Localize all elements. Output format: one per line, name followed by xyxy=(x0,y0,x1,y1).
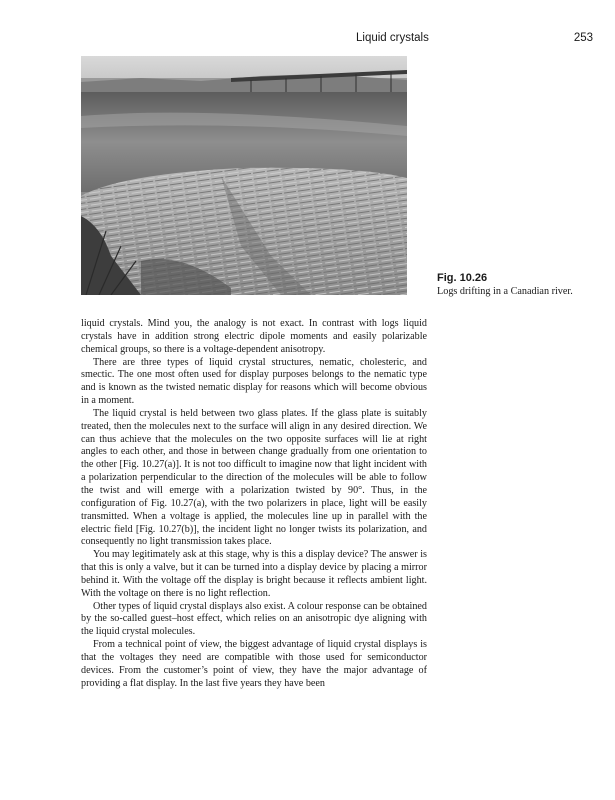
figure-caption-text: Logs drifting in a Canadian river. xyxy=(437,286,573,297)
paragraph: From a technical point of view, the biggest advantage of liquid crystal displays is that the voltages they need are compatible with those used for semiconductor devices. From the customer’s point of view, they have the major advantage of providing a flat display. In the last five years they have been xyxy=(81,639,427,689)
chapter-title: Liquid crystals xyxy=(356,32,429,44)
paragraph: Other types of liquid crystal displays also exist. A colour response can be obtained by the so-called guest–host effect, which relies on an anisotropic dye aligning with the liquid crystal molecules. xyxy=(81,600,427,638)
figure-label: Fig. 10.26 xyxy=(437,272,488,284)
page-number: 253 xyxy=(573,32,593,44)
paragraph: There are three types of liquid crystal structures, nematic, cholesteric, and smectic. The one most often used for display purposes belongs to the nematic type and is known as the twisted nematic display for reasons which will become obvious in a moment. xyxy=(81,356,427,407)
running-head xyxy=(0,32,615,48)
river-logs-photo xyxy=(81,56,407,295)
paragraph: The liquid crystal is held between two glass plates. If the glass plate is suitably treated, then the molecules next to the surface will align in any desired direction. We can thus achieve that the molecules on the two opposite surfaces will lie at right angles to each other, and those in between change gradually from one orientation to the other [Fig. 10.27(a)]. It is not too difficult to imagine now that light incident with a polarization perpendicular to the direction of the molecules will be able to follow the twist and will emerge with a polarization twisted by 90°. Thus, in the configuration of Fig. 10.27(a), with the two polarizers in place, light will be easily transmitted. When a voltage is applied, the molecules line up in parallel with the electric field [Fig. 10.27(b)], the incident light no longer twists its polarization, and consequently no light transmission takes place. xyxy=(81,407,427,548)
figure-caption xyxy=(437,271,597,298)
paragraph: liquid crystals. Mind you, the analogy is not exact. In contrast with logs liquid crystals have in addition strong electric dipole moments and easily polarizable chemical groups, so there is a voltage-dependent anisotropy. xyxy=(81,318,427,355)
body-text xyxy=(81,318,427,690)
figure-photo xyxy=(81,56,407,295)
paragraph: You may legitimately ask at this stage, why is this a display device? The answer is that this is only a valve, but it can be turned into a display device by placing a mirror behind it. With the voltage off the display is bright because it reflects ambient light. With the voltage on there is no light reflection. xyxy=(81,549,427,599)
